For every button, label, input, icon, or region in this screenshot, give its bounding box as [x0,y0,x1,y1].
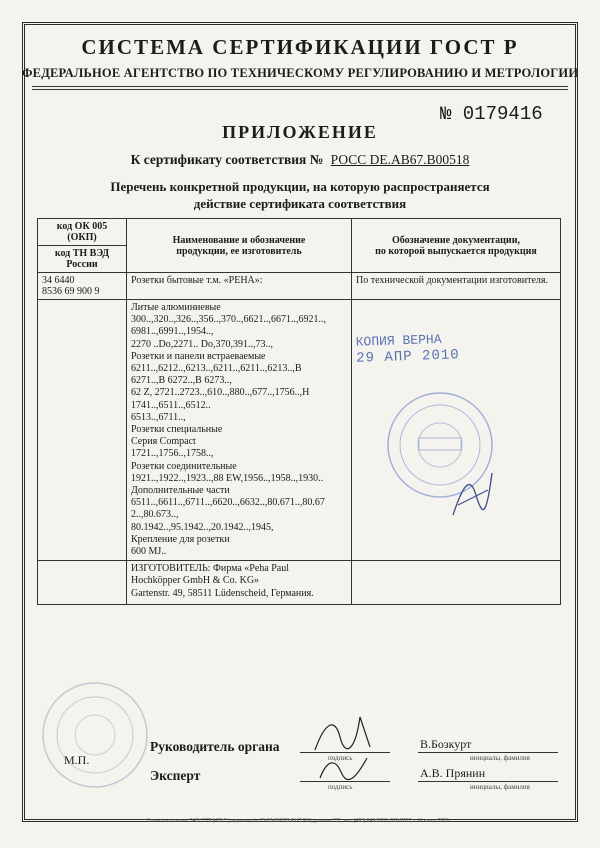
header-divider [32,86,568,87]
expert-signature-icon [315,752,375,784]
list-title [0,178,600,212]
product-line: 300..,320..,326..,356..,370..,6621..,6671..,6921.., [131,314,326,326]
product-line: 2..,80.673.., [131,509,179,521]
empty-cell [38,300,127,561]
okp-code: 34 6440 [42,275,75,286]
product-line: 600 MJ.. [131,546,167,558]
expert-label: Эксперт [150,768,201,783]
copy-stamp-line2: 29 АПР 2010 [356,347,460,367]
product-line: Розетки соединительные [131,460,237,472]
signature-icon [448,465,498,525]
col-tnved-header: код ТН ВЭД России [38,246,127,273]
product-line: 80.1942..,95.1942..,20.1942..,1945, [131,521,274,533]
header-line: продукции, ее изготовитель [176,245,302,257]
official-seal-icon [40,680,150,790]
manufacturer-cell [127,561,352,605]
head-name: В.Бозкурт [420,737,472,751]
product-line: 1921..,1922..,1923..,88 EW,1956..,1958..,1930.. [131,472,324,484]
copy-stamp [355,331,459,367]
product-line: Розетки специальные [131,424,223,436]
header-line: Наименование и обозначение [172,234,306,246]
col-okp-header: код ОК 005 (ОКП) [38,219,127,246]
agency-heading: ФЕДЕРАЛЬНОЕ АГЕНТСТВО ПО ТЕХНИЧЕСКОМУ РЕГУЛИРОВАНИЮ И МЕТРОЛОГИИ [21,66,579,80]
certificate-number: РОСС DE.AB67.B00518 [330,152,470,167]
product-line: 1721..,1756..,1758.., [131,448,214,460]
head-signature-icon [310,712,380,757]
tnved-code: 8536 69 900 9 [42,286,100,297]
product-line: 1741..,6511..,6512.. [131,399,211,411]
product-line: Серия Compact [131,436,196,448]
list-title-line: действие сертификата соответствия [193,196,407,211]
row-codes [38,273,127,300]
product-line: 6211..,6212..,6213..,6211..,6211..,6213..,B [131,363,302,375]
head-name-caption: инициалы, фамилия [470,754,530,762]
copy-stamp-line1: КОПИЯ ВЕРНА [355,331,442,350]
product-line: Розетки и панели встраеваемые [131,350,266,362]
head-label: Руководитель органа [150,739,280,754]
product-line: 62 Z, 2721..2723..,610..,880..,677..,1756..,H [131,387,310,399]
empty-cell [352,561,561,605]
product-line: 6981..,6991..,1954.., [131,326,214,338]
certificate-label: К сертификату соответствия № [130,152,324,167]
empty-cell [38,561,127,605]
expert-name: А.В. Прянин [420,766,486,780]
header-line: Обозначение документации, [392,234,520,246]
product-line: Крепление для розетки [131,533,230,545]
form-number: № 0179416 [440,103,543,125]
products-list [127,300,352,561]
system-heading: СИСТЕМА СЕРТИФИКАЦИИ ГОСТ Р [81,35,519,59]
col-doc-header [352,219,561,273]
expert-name-caption: инициалы, фамилия [470,783,530,791]
manufacturer-line: Hochköpper GmbH & Co. KG» [131,575,260,587]
page-title: ПРИЛОЖЕНИЕ [222,122,378,142]
product-line: 6513..,6711.., [131,411,186,423]
footer-note: Бланк изготовлен ЗАО "ОПЦИОН" (лицензия № 05-05-09/003 ФНС РФ) уровень "В", тел. (495) 649 5069, 926 7017, г. Москва, 2009 г. [147,818,453,824]
product-line: 2270 ..Do,2271.. Do,370,391..,73.., [131,338,273,350]
header-divider-2 [32,89,568,90]
product-line: Дополнительные части [131,485,230,497]
expert-sign-caption: подпись [328,783,353,791]
manufacturer-line: ИЗГОТОВИТЕЛЬ: Фирма «Peha Paul [131,563,289,575]
list-title-line: Перечень конкретной продукции, на которую распространяется [110,179,490,194]
col-name-header [127,219,352,273]
head-name-line [418,752,558,753]
expert-name-line [418,781,558,782]
head-sign-caption: подпись [328,754,353,762]
product-line: Литые алюминиевые [131,302,221,313]
product-line: 6511..,6611..,6711..,6620..,6632..,80.671..,80.67 [131,497,325,509]
product-line: 6271..,B 6272..,B 6273.., [131,375,232,387]
row-name: Розетки бытовые т.м. «PEHA»: [127,273,352,300]
row-doc: По технической документации изготовителя. [352,273,561,300]
header-line: по которой выпускается продукция [375,245,537,257]
certificate-line [0,152,600,168]
manufacturer-line: Gartenstr. 49, 58511 Lüdenscheid, Германия. [131,587,314,599]
mp-label: М.П. [64,753,90,767]
